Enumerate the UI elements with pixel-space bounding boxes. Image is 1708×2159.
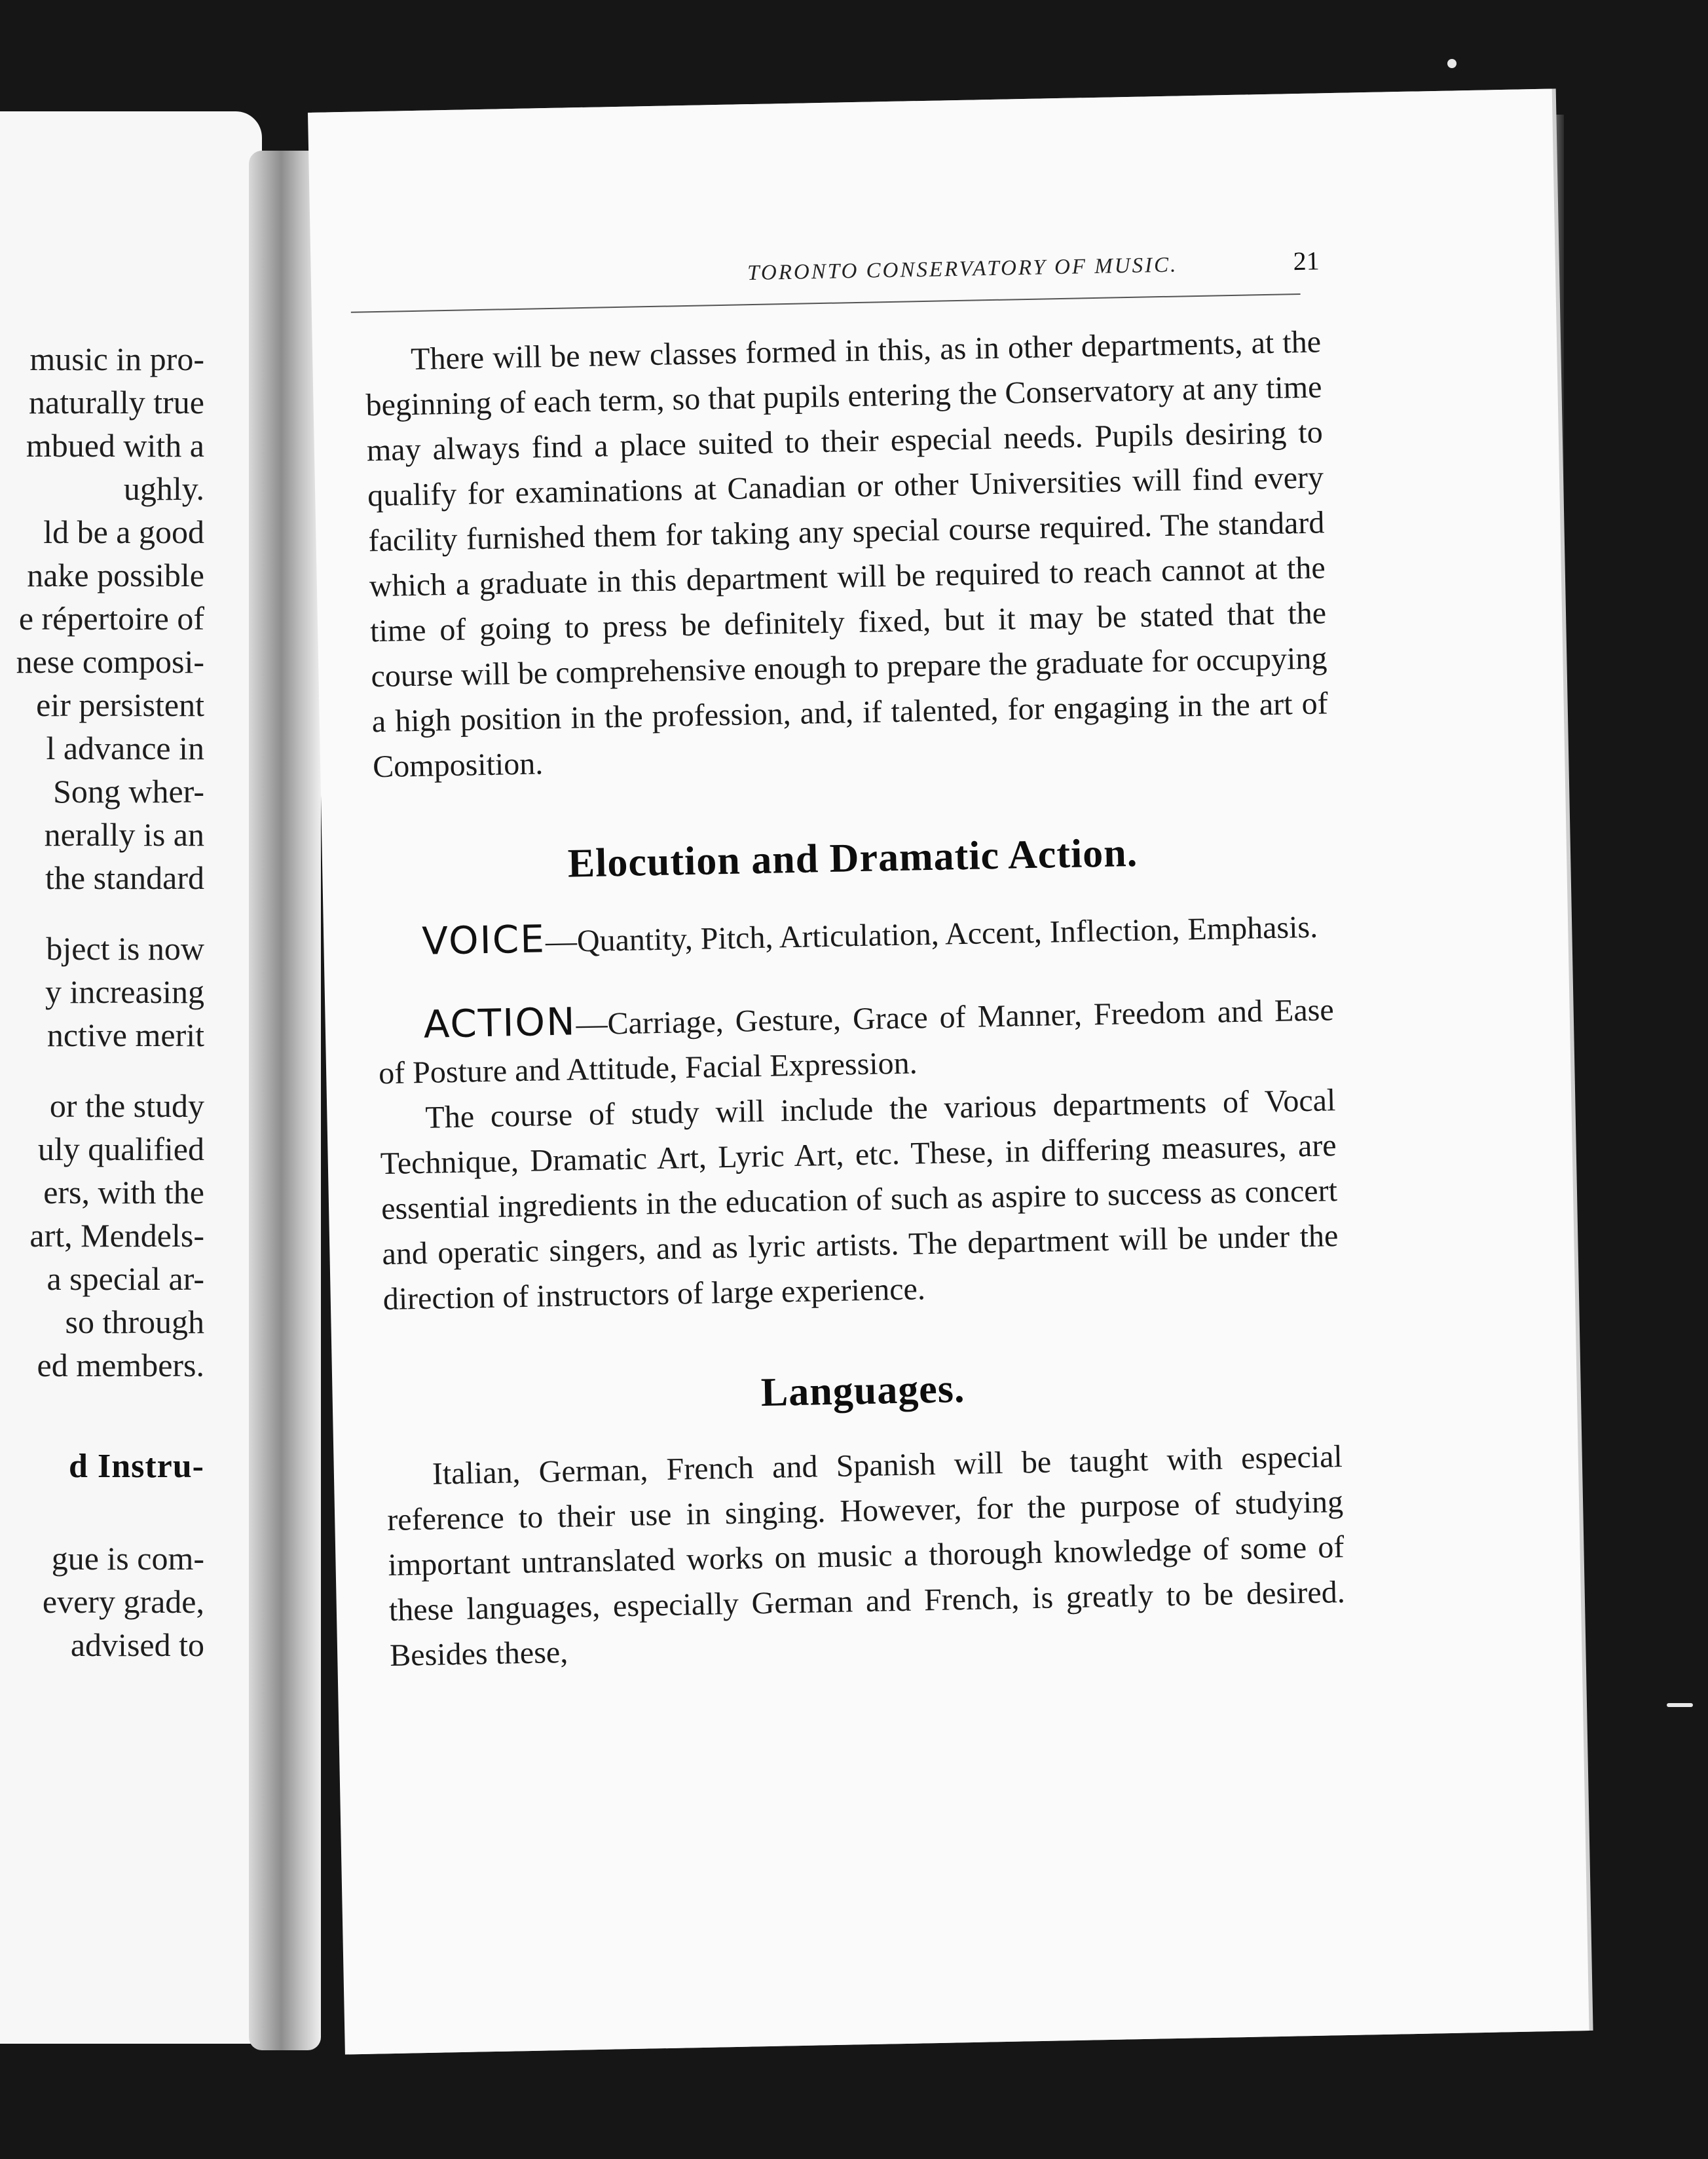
page-number: 21	[1293, 246, 1320, 276]
left-page	[0, 111, 262, 2044]
left-line: ughly.	[123, 470, 204, 507]
dust-speck	[1667, 1703, 1693, 1707]
left-line: naturally true	[29, 384, 204, 421]
body-text	[365, 319, 1346, 1678]
left-line: ld be a good	[43, 514, 204, 550]
left-line: Song wher-	[53, 773, 204, 810]
left-line: gue is com-	[51, 1540, 204, 1577]
dust-speck	[1447, 59, 1457, 68]
voice-text: —Quantity, Pitch, Articulation, Accent, Inflection, Emphasis.	[545, 909, 1318, 960]
header-rule	[351, 293, 1301, 313]
languages-paragraph: Italian, German, French and Spanish will be taught with especial reference to their use in singing. However, for the purpose of studying important untranslated works on music a thorough knowledge of some of these languages, especially German and French, is greatly to be desired. Besides these,	[386, 1439, 1346, 1674]
left-line: e répertoire of	[18, 600, 204, 637]
book-gutter-shadow	[249, 151, 321, 2050]
left-line: eir persistent	[36, 686, 204, 723]
left-line: nese composi-	[16, 643, 204, 680]
left-line: music in pro-	[29, 341, 204, 377]
left-line: or the study	[49, 1087, 204, 1124]
left-page-text	[0, 337, 204, 1666]
running-head: TORONTO CONSERVATORY OF MUSIC.	[747, 253, 1178, 286]
left-line: the standard	[45, 859, 204, 896]
action-paragraph	[377, 985, 1335, 1096]
voice-term: VOICE	[421, 916, 546, 964]
left-line: ers, with the	[43, 1174, 204, 1211]
course-paragraph: The course of study will include the various departments of Vocal Technique, Dramatic Art, Lyric Art, etc. These, in differing measures, are essential ingredients in the education of such as aspire to success as concert and operatic singers, and as lyric artists. The department will be under the direction of instructors of large experience.	[380, 1083, 1339, 1317]
left-line: uly qualified	[37, 1131, 204, 1167]
voice-paragraph	[376, 901, 1333, 967]
languages-heading: Languages.	[760, 1366, 965, 1416]
left-line: bject is now	[46, 930, 204, 967]
left-line: every grade,	[42, 1583, 204, 1620]
left-line: nake possible	[27, 557, 204, 593]
left-line: art, Mendels-	[29, 1217, 204, 1254]
left-line: so through	[65, 1304, 204, 1340]
left-line: l advance in	[46, 730, 204, 766]
intro-paragraph: There will be new classes formed in this, as in other departments, at the beginning of each term, so that pupils entering the Conservatory at any time may always find a place suited to their especial needs. Pupils desiring to qualify for examinations at Canadian or other Universities will find every facility furnished them for taking any special course required. The standard which a graduate in this department will be required to reach cannot at the time of going to press be definitely fixed, but it may be stated that the course will be comprehensive enough to prepare the graduate for occupying a high position in the profession, and, if talented, for engaging in the art of Composition.	[365, 324, 1329, 785]
left-line: mbued with a	[26, 427, 204, 464]
left-line: advised to	[70, 1626, 204, 1663]
left-line: y increasing	[45, 973, 204, 1010]
left-section-heading-fragment: d Instru-	[69, 1448, 204, 1485]
left-line: ed members.	[37, 1347, 204, 1383]
elocution-heading: Elocution and Dramatic Action.	[567, 830, 1138, 886]
left-line: nerally is an	[44, 816, 204, 853]
right-page	[308, 89, 1589, 2055]
action-term: ACTION	[423, 999, 577, 1047]
left-line: a special ar-	[46, 1260, 204, 1297]
action-text: —Carriage, Gesture, Grace of Manner, Freedom and Ease of Posture and Attitude, Facial Expression.	[378, 992, 1335, 1091]
left-line: nctive merit	[46, 1017, 204, 1053]
